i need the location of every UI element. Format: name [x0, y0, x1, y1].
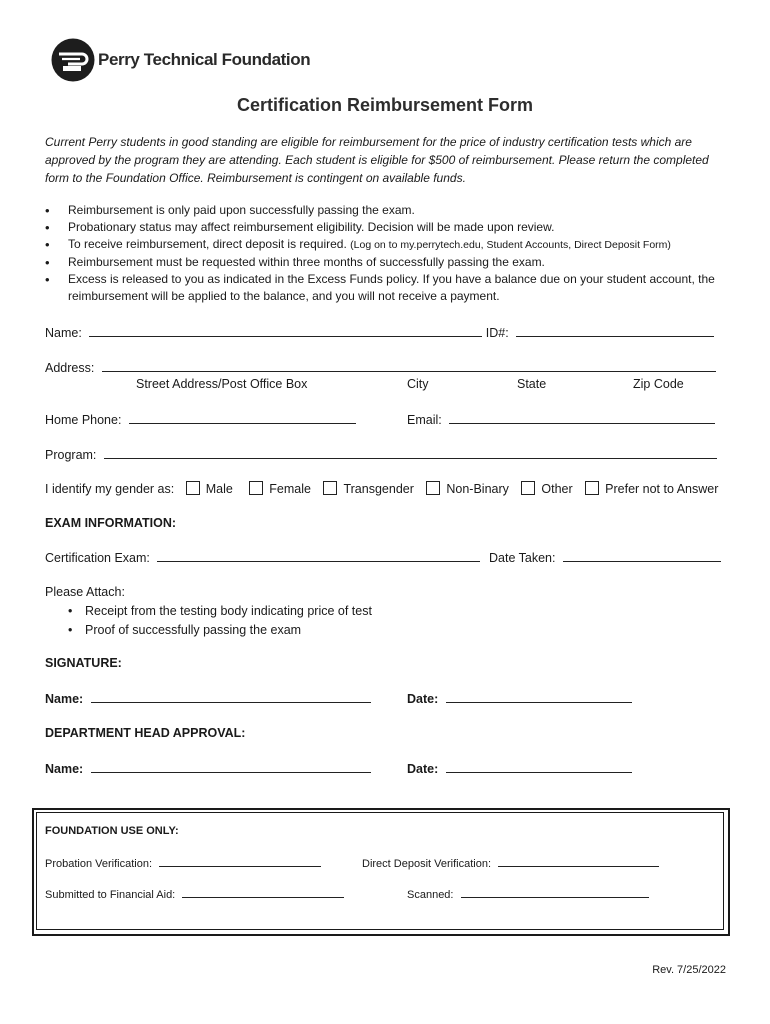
signature-date-label: Date:: [407, 692, 439, 706]
state-caption: State: [517, 377, 547, 391]
intro-paragraph: Current Perry students in good standing are eligible for reimbursement for the price of industry certification tests which are approved by the program they are attending. Each student is eligible for $500 of reimbursement. Please return the completed form to the Foundation Office. Reimbursement is contingent on available funds.: [45, 135, 709, 185]
address-label: Address:: [45, 361, 95, 375]
email-row: [407, 412, 715, 427]
foundation-logo: [50, 37, 310, 83]
logo-text: Perry Technical Foundation: [98, 50, 311, 69]
approval-date-row: [407, 761, 632, 776]
probation-label: Probation Verification:: [45, 858, 153, 870]
other-checkbox[interactable]: [521, 481, 535, 495]
exam-heading: EXAM INFORMATION:: [45, 516, 177, 530]
non-binary-checkbox[interactable]: [426, 481, 440, 495]
scanned-field[interactable]: [461, 887, 649, 898]
probation-field[interactable]: [159, 856, 321, 867]
approval-name-field[interactable]: [91, 761, 371, 773]
cert-exam-field[interactable]: [157, 550, 480, 562]
direct-deposit-note: (Log on to my.perrytech.edu, Student Accounts, Direct Deposit Form): [350, 239, 671, 251]
direct-deposit-field[interactable]: [498, 856, 659, 867]
revision-date: Rev. 7/25/2022: [652, 964, 726, 976]
gender-option-non-binary: Non-Binary: [426, 482, 509, 496]
approval-name-row: [45, 761, 371, 776]
list-item: • Excess is released to you as indicated in the Excess Funds policy. If you have a balance due on your student account, the reimbursement will be applied to the balance, and you will not receive a payment.: [45, 271, 735, 305]
id-field[interactable]: [516, 325, 714, 337]
approval-date-field[interactable]: [446, 761, 632, 773]
home-phone-label: Home Phone:: [45, 413, 122, 427]
approval-date-label: Date:: [407, 762, 439, 776]
signature-heading: SIGNATURE:: [45, 656, 122, 670]
signature-date-field[interactable]: [446, 691, 632, 703]
gender-option-transgender: Transgender: [323, 482, 413, 496]
gender-row: [45, 481, 718, 496]
direct-deposit-label: Direct Deposit Verification:: [362, 858, 491, 870]
cert-exam-row: [45, 550, 480, 565]
id-label: ID#:: [485, 326, 509, 340]
cert-exam-label: Certification Exam:: [45, 551, 150, 565]
attach-label: Please Attach:: [45, 585, 125, 599]
list-item: • Receipt from the testing body indicating price of test: [61, 602, 372, 621]
list-item: • Probationary status may affect reimbursement eligibility. Decision will be made upon review.: [45, 219, 735, 236]
direct-deposit-row: [362, 856, 659, 870]
financial-aid-field[interactable]: [182, 887, 344, 898]
address-field[interactable]: [102, 360, 716, 372]
program-label: Program:: [45, 448, 97, 462]
gender-label: I identify my gender as:: [45, 482, 175, 496]
city-caption: City: [407, 377, 429, 391]
program-row: [45, 447, 717, 462]
foundation-heading: FOUNDATION USE ONLY:: [45, 825, 179, 837]
name-id-row: [45, 325, 714, 340]
date-taken-field[interactable]: [563, 550, 721, 562]
street-caption: Street Address/Post Office Box: [136, 377, 308, 391]
list-item: • Reimbursement must be requested within three months of successfully passing the exam.: [45, 254, 735, 271]
approval-name-label: Name:: [45, 762, 84, 776]
program-field[interactable]: [104, 447, 717, 459]
zip-caption: Zip Code: [633, 377, 684, 391]
perry-logo-icon: [50, 37, 96, 83]
prefer-not-checkbox[interactable]: [585, 481, 599, 495]
scanned-row: [407, 887, 649, 901]
home-phone-field[interactable]: [129, 412, 356, 424]
gender-option-male: Male: [186, 482, 233, 496]
probation-row: [45, 856, 321, 870]
form-title: Certification Reimbursement Form: [236, 95, 534, 115]
attach-list: [61, 602, 372, 640]
eligibility-bullets: [45, 202, 735, 305]
list-item: • Reimbursement is only paid upon successfully passing the exam.: [45, 202, 735, 219]
signature-name-label: Name:: [45, 692, 84, 706]
financial-aid-row: [45, 887, 344, 901]
date-taken-row: [489, 550, 721, 565]
financial-aid-label: Submitted to Financial Aid:: [45, 889, 176, 901]
list-item: • To receive reimbursement, direct deposit is required. (Log on to my.perrytech.edu, Student Accounts, Direct Deposit Form): [45, 236, 735, 254]
email-label: Email:: [407, 413, 442, 427]
address-row: [45, 360, 716, 375]
signature-date-row: [407, 691, 632, 706]
gender-option-prefer-not: Prefer not to Answer: [585, 482, 718, 496]
name-label: Name:: [45, 326, 82, 340]
male-checkbox[interactable]: [186, 481, 200, 495]
email-field[interactable]: [449, 412, 715, 424]
date-taken-label: Date Taken:: [489, 551, 556, 565]
list-item: • Proof of successfully passing the exam: [61, 621, 372, 640]
name-field[interactable]: [89, 325, 482, 337]
approval-heading: DEPARTMENT HEAD APPROVAL:: [45, 726, 246, 740]
transgender-checkbox[interactable]: [323, 481, 337, 495]
phone-row: [45, 412, 356, 427]
signature-name-field[interactable]: [91, 691, 371, 703]
scanned-label: Scanned:: [407, 889, 454, 901]
gender-option-female: Female: [249, 482, 311, 496]
signature-name-row: [45, 691, 371, 706]
female-checkbox[interactable]: [249, 481, 263, 495]
gender-option-other: Other: [521, 482, 572, 496]
